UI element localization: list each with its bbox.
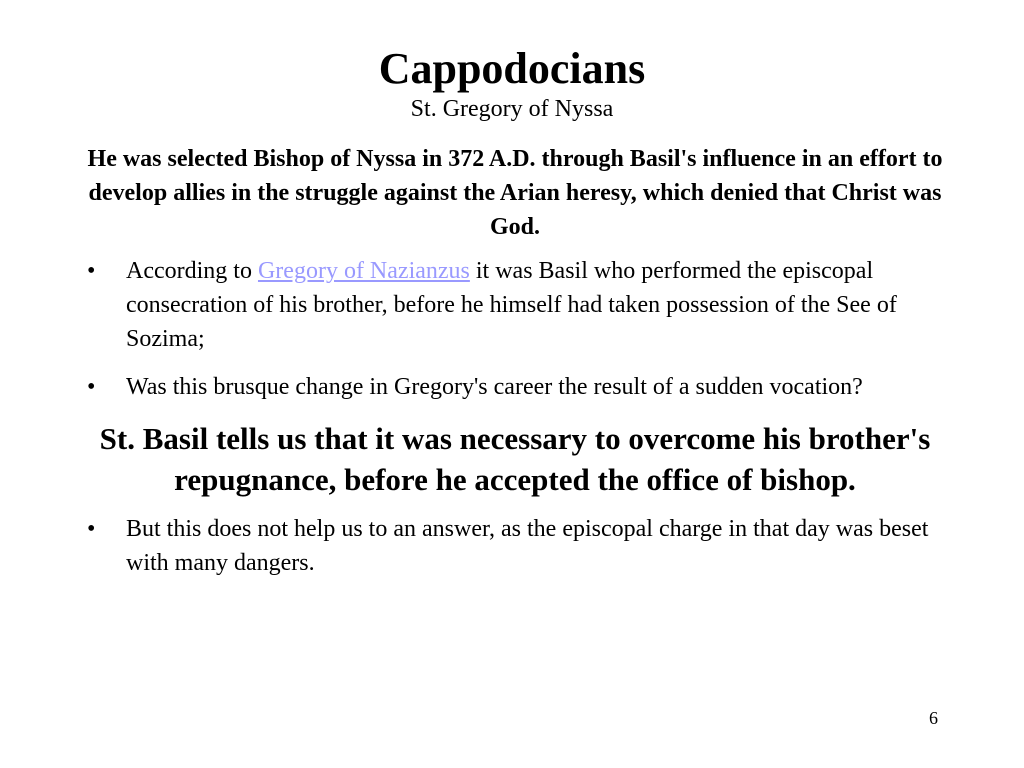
bullet-text: Was this brusque change in Gregory's career the result of a sudden vocation? bbox=[126, 374, 863, 400]
bullet-text-after-link: it was Basil who performed the episcopal consecration of his brother, before he himself had taken possession of the See of Sozima; bbox=[126, 258, 897, 352]
emphasis-paragraph: St. Basil tells us that it was necessary to overcome his brother's repugnance, before he accepted the office of bishop. bbox=[99, 421, 931, 497]
bullet-item-2 bbox=[84, 370, 946, 404]
bullet-item-3 bbox=[84, 512, 946, 580]
bullet-icon: • bbox=[87, 258, 96, 284]
slide-title: Cappodocians bbox=[378, 44, 646, 93]
bullet-icon: • bbox=[87, 516, 96, 542]
bullet-icon: • bbox=[87, 374, 96, 400]
slide-subtitle: St. Gregory of Nyssa bbox=[410, 96, 614, 122]
bullet-text: But this does not help us to an answer, as the episcopal charge in that day was beset with many dangers. bbox=[126, 516, 929, 576]
page-number: 6 bbox=[929, 708, 938, 728]
slide-content bbox=[84, 142, 946, 594]
gregory-of-nazianzus-link[interactable]: Gregory of Nazianzus bbox=[257, 258, 470, 284]
bullet-text-before-link: According to bbox=[126, 258, 258, 284]
intro-paragraph: He was selected Bishop of Nyssa in 372 A.D. through Basil's influence in an effort to develop allies in the struggle against the Arian heresy, which denied that Christ was God. bbox=[87, 146, 943, 240]
bullet-item-1 bbox=[84, 254, 946, 356]
